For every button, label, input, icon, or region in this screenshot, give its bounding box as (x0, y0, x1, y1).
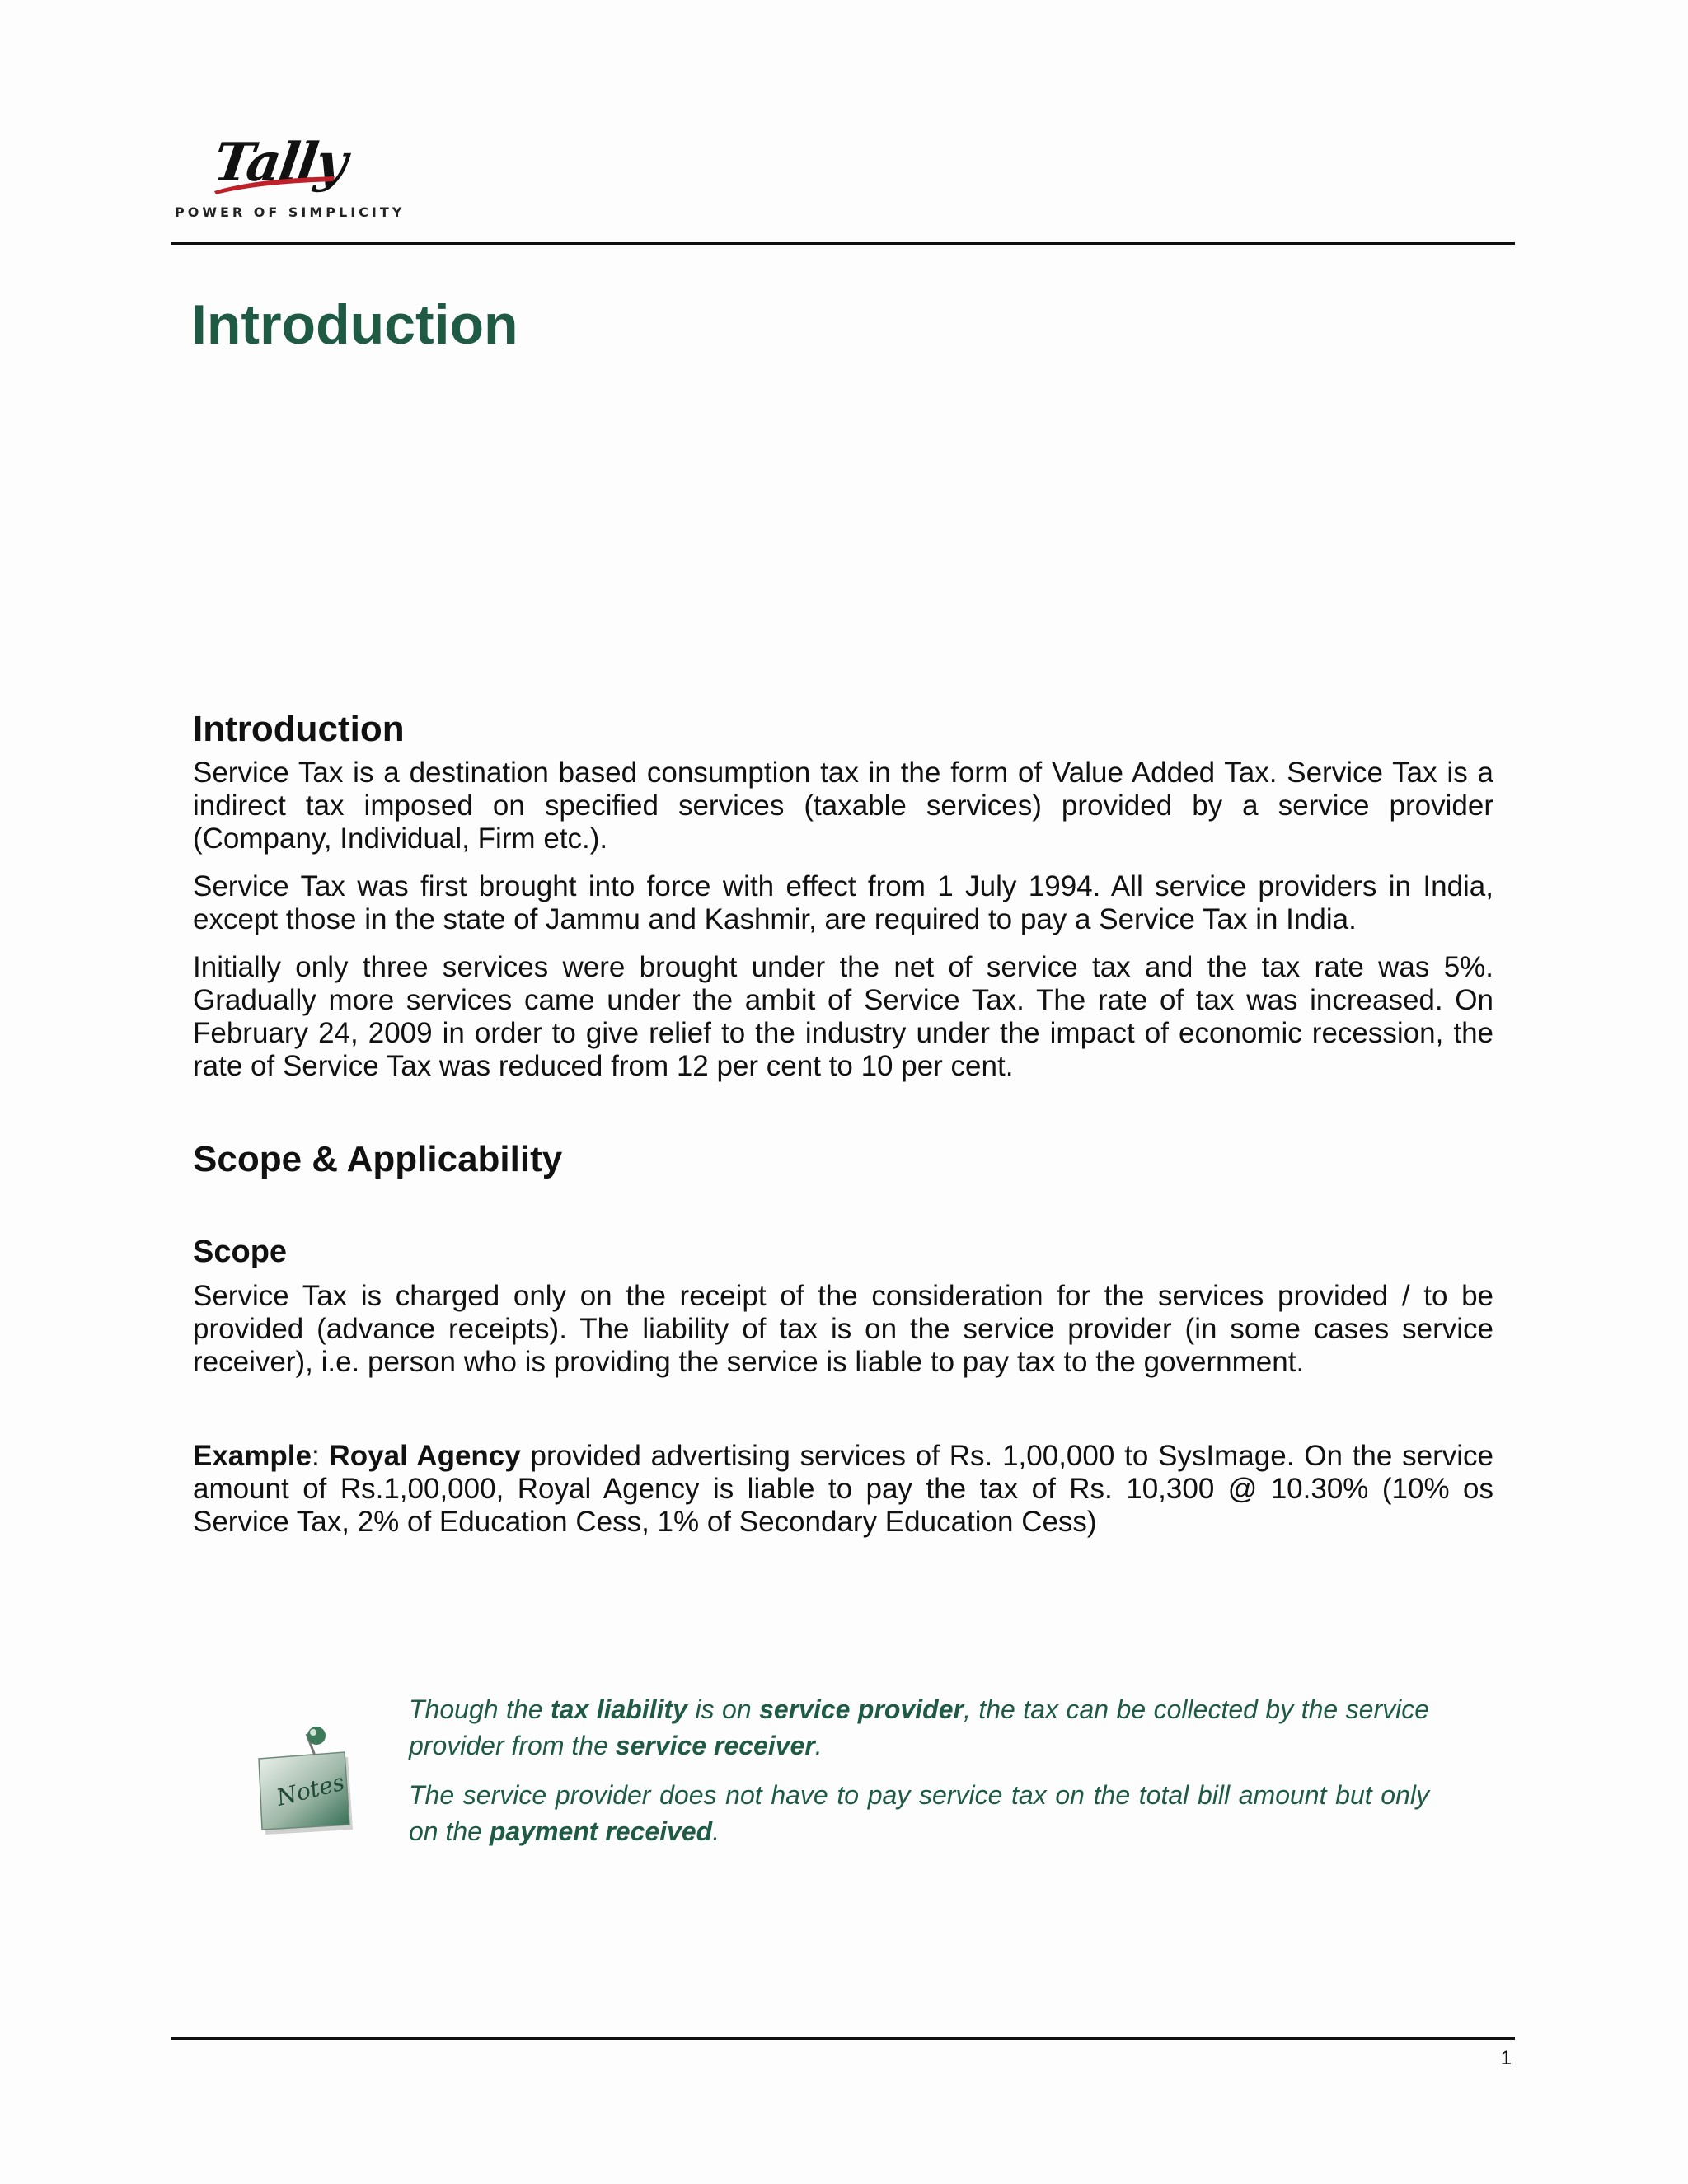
note-text-segment: . (814, 1731, 823, 1760)
footer-rule (171, 2037, 1515, 2040)
note-paragraph-2 (409, 1777, 1429, 1849)
subsection-heading-scope: Scope (193, 1235, 288, 1269)
paragraph-intro-3: Initially only three services were brought under the net of service tax and the tax rate was 5%. Gradually more services came under the ambit of Service Tax. The rate of tax was increased. On February 24, 2009 in order to give relief to the industry under the impact of economic recession, the rate of Service Tax was reduced from 12 per cent to 10 per cent. (193, 951, 1493, 1082)
tally-logo (175, 132, 406, 220)
note-emphasis-service-receiver: service receiver (615, 1731, 815, 1760)
example-paragraph (193, 1440, 1493, 1539)
notes-icon-label: Notes (274, 1768, 348, 1811)
logo-mark (175, 132, 373, 198)
logo-swoosh (213, 173, 336, 196)
main-content (193, 709, 1493, 1554)
note-emphasis-payment-received: payment received (489, 1816, 713, 1846)
note-text (409, 1691, 1429, 1863)
note-text-segment: The service provider does not have to pay service tax on the total bill amount but only on the (409, 1780, 1429, 1846)
note-text-segment: Though the (409, 1694, 551, 1724)
logo-wordmark: Tally (209, 132, 350, 194)
header-rule (171, 242, 1515, 245)
notes-icon (256, 1719, 363, 1835)
example-label: Example (193, 1440, 312, 1472)
section-heading-introduction: Introduction (193, 709, 405, 749)
paragraph-scope-1: Service Tax is charged only on the receipt of the consideration for the services provided / to be provided (advance receipts). The liability of tax is on the service provider (in some cases service receiver), i.e. person who is providing the service is liable to pay tax to the government. (193, 1280, 1493, 1378)
note-box (256, 1688, 1429, 1861)
note-text-segment: . (712, 1816, 720, 1846)
logo-tagline: POWER OF SIMPLICITY (175, 204, 406, 220)
paragraph-intro-2: Service Tax was first brought into force with effect from 1 July 1994. All service providers in India, except those in the state of Jammu and Kashmir, are required to pay a Service Tax in India. (193, 870, 1493, 935)
note-paragraph-1 (409, 1691, 1429, 1764)
page-number: 1 (1500, 2047, 1512, 2069)
example-text: provided advertising services of Rs. 1,00,000 to SysImage. On the service amount of Rs.1,00,000, Royal Agency is liable to pay the tax of Rs. 10,300 @ 10.30% (10% os Service Tax, 2% of Education Cess, 1% of Secondary Education Cess) (193, 1440, 1494, 1538)
example-colon: : (311, 1440, 330, 1472)
note-emphasis-tax-liability: tax liability (550, 1694, 687, 1724)
paragraph-intro-1: Service Tax is a destination based consumption tax in the form of Value Added Tax. Service Tax is a indirect tax imposed on specified services (taxable services) provided by a service provider (Company, Individual, Firm etc.). (193, 757, 1493, 855)
note-text-segment: is on (687, 1694, 760, 1724)
chapter-title: Introduction (191, 293, 518, 356)
note-emphasis-service-provider: service provider (759, 1694, 964, 1724)
section-heading-scope-applicability: Scope & Applicability (193, 1139, 563, 1179)
example-company: Royal Agency (329, 1440, 521, 1472)
note-text-segment: , the tax can be collected by the service provider from the (409, 1694, 1430, 1760)
